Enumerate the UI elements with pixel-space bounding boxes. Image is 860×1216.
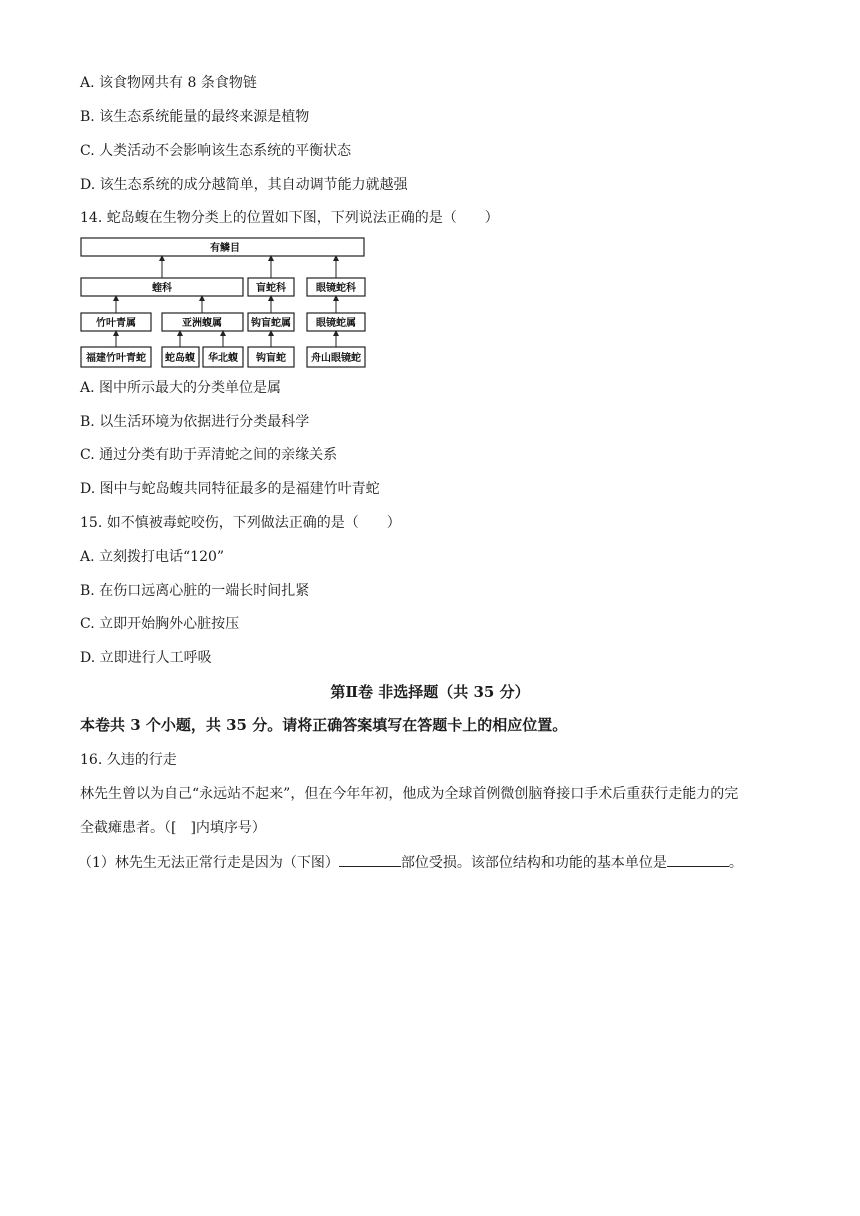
q13-option-d: D. 该生态系统的成分越简单，其自动调节能力就越强 [80,177,408,193]
classification-diagram [80,236,370,370]
order-label: 有鳞目 [210,243,240,254]
answer-blank-1[interactable] [339,852,401,867]
species-label-gou: 钩盲蛇 [256,353,286,364]
species-label-fujian: 福建竹叶青蛇 [86,353,146,364]
q15-stem: 15. 如不慎被毒蛇咬伤，下列做法正确的是（ ） [80,515,401,531]
genus-label-trimeresurus: 竹叶青属 [96,318,136,329]
species-label-shedao: 蛇岛蝮 [165,353,195,364]
q15-option-a: A. 立刻拨打电话“120” [80,549,225,565]
species-label-zhoushan: 舟山眼镜蛇 [311,353,361,364]
section-title: 第Ⅱ卷 非选择题（共 35 分） [330,683,530,701]
q13-option-c: C. 人类活动不会影响该生态系统的平衡状态 [80,143,352,159]
family-label-viperidae: 蝰科 [152,283,172,294]
family-label-typhlopidae: 盲蛇科 [256,283,286,294]
q16-paragraph-line1: 林先生曾以为自己“永远站不起来”，但在今年年初，他成为全球首例微创脑脊接口手术后重获行走能力的完 [80,786,739,802]
family-label-elapidae: 眼镜蛇科 [316,283,356,294]
genus-label-indotyphlops: 钩盲蛇属 [251,318,291,329]
q15-option-b: B. 在伤口远离心脏的一端长时间扎紧 [80,583,310,599]
genus-label-gloydius: 亚洲蝮属 [182,318,222,329]
genus-label-naja: 眼镜蛇属 [316,318,356,329]
q16-sub1-end: 。 [728,855,743,871]
q16-paragraph-line2 [80,818,266,838]
q16-sub1-mid: 部位受损。该部位结构和功能的基本单位是 [400,855,667,871]
q14-option-c: C. 通过分类有助于弄清蛇之间的亲缘关系 [80,447,338,463]
answer-blank-2[interactable] [667,852,729,867]
q16-sub1 [78,852,743,873]
q13-option-b: B. 该生态系统能量的最终来源是植物 [80,109,310,125]
q15-option-c: C. 立即开始胸外心脏按压 [80,616,240,632]
species-label-huabei: 华北蝮 [208,353,238,364]
q14-option-d: D. 图中与蛇岛蝮共同特征最多的是福建竹叶青蛇 [80,481,380,497]
q14-option-a: A. 图中所示最大的分类单位是属 [80,380,282,396]
q16-paragraph-line2-pre: 全截瘫患者。（[ [80,820,177,836]
q14-option-b: B. 以生活环境为依据进行分类最科学 [80,414,310,430]
section-instruction: 本卷共 3 个小题，共 35 分。请将正确答案填写在答题卡上的相应位置。 [80,716,568,734]
q16-paragraph-line2-post: ]内填序号） [190,820,266,836]
q14-stem: 14. 蛇岛蝮在生物分类上的位置如下图，下列说法正确的是（ ） [80,210,499,226]
q13-option-a: A. 该食物网共有 8 条食物链 [80,75,257,91]
q16-title: 16. 久违的行走 [80,752,177,768]
q16-sub1-pre: （1）林先生无法正常行走是因为（下图） [78,855,339,871]
q15-option-d: D. 立即进行人工呼吸 [80,650,212,666]
